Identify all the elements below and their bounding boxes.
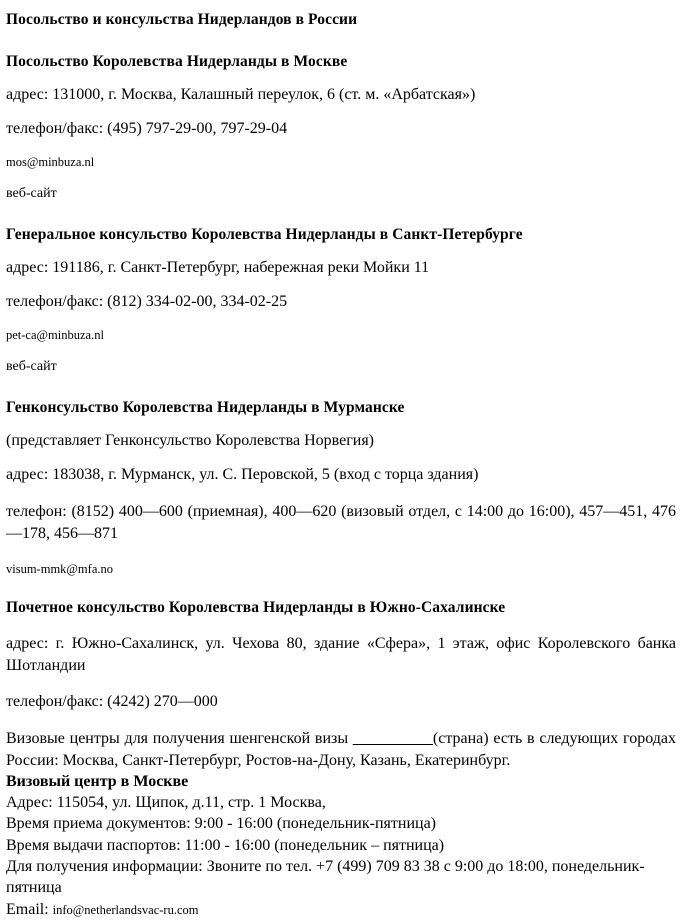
moscow-visa-centre-intake-hours: Время приема документов: 9:00 - 16:00 (понедельник-пятница) — [6, 815, 436, 833]
moscow-visa-centre-title: Визовый центр в Москве — [6, 772, 189, 790]
section-heading-saint-petersburg-consulate: Генеральное консульство Королевства Нидерланды в Санкт-Петербурге — [6, 225, 523, 243]
email-label: Email: — [6, 900, 53, 918]
moscow-visa-centre-email[interactable]: info@netherlandsvac-ru.com — [52, 902, 199, 917]
visa-centres-intro-suffix: (страна) есть в следующих городах России: Москва, Санкт-Петербург, Ростов-на-Дону, Казань, Екатеринбург. — [6, 730, 677, 769]
visa-centres-intro-prefix: Визовые центры для получения шенгенской визы — [6, 730, 353, 748]
moscow-embassy-email[interactable]: mos@minbuza.nl — [6, 155, 95, 169]
moscow-visa-centre-info-line: Для получения информации: Звоните по тел. +7 (499) 709 83 38 с 9:00 до 18:00, понедельник-пятница — [6, 857, 645, 897]
section-heading-yuzhno-sakhalinsk-consulate: Почетное консульство Королевства Нидерланды в Южно-Сахалинске — [6, 598, 506, 616]
yuzhno-sakhalinsk-address: адрес: г. Южно-Сахалинск, ул. Чехова 80, здание «Сфера», 1 этаж, офис Королевского банка Шотландии — [6, 635, 676, 674]
moscow-visa-centre-email-row — [6, 899, 676, 920]
section-heading-moscow-embassy: Посольство Королевства Нидерланды в Москве — [6, 52, 348, 70]
saint-petersburg-email[interactable]: pet-ca@minbuza.nl — [6, 328, 104, 342]
section-heading-murmansk-consulate: Генконсульство Королевства Нидерланды в Мурманске — [6, 398, 405, 416]
murmansk-email[interactable]: visum-mmk@mfa.no — [6, 562, 113, 577]
page-title: Посольство и консульства Нидерландов в России — [6, 11, 358, 28]
murmansk-address: адрес: 183038, г. Мурманск, ул. С. Перовской, 5 (вход с торца здания) — [6, 466, 479, 483]
country-blank-field[interactable]: __________ — [352, 730, 433, 748]
moscow-visa-centre-address: Адрес: 115054, ул. Щипок, д.11, стр. 1 Москва, — [6, 794, 326, 812]
moscow-embassy-address: адрес: 131000, г. Москва, Калашный переулок, 6 (ст. м. «Арбатская») — [6, 86, 476, 103]
murmansk-phone: телефон: (8152) 400—600 (приемная), 400—620 (визовый отдел, с 14:00 до 16:00), 457—451, 476—178, 456—871 — [6, 503, 676, 542]
murmansk-representation-note: (представляет Генконсульство Королевства Норвегия) — [6, 432, 374, 449]
moscow-embassy-website-link[interactable]: веб-сайт — [6, 185, 57, 201]
yuzhno-sakhalinsk-phone: телефон/факс: (4242) 270—000 — [6, 693, 218, 711]
saint-petersburg-website-link[interactable]: веб-сайт — [6, 358, 57, 374]
moscow-visa-centre-issue-hours: Время выдачи паспортов: 11:00 - 16:00 (понедельник – пятница) — [6, 836, 445, 854]
saint-petersburg-address: адрес: 191186, г. Санкт-Петербург, набережная реки Мойки 11 — [6, 259, 430, 276]
saint-petersburg-phone: телефон/факс: (812) 334-02-00, 334-02-25 — [6, 293, 288, 310]
moscow-embassy-phone: телефон/факс: (495) 797-29-00, 797-29-04 — [6, 120, 288, 137]
visa-centres-intro — [6, 728, 676, 771]
